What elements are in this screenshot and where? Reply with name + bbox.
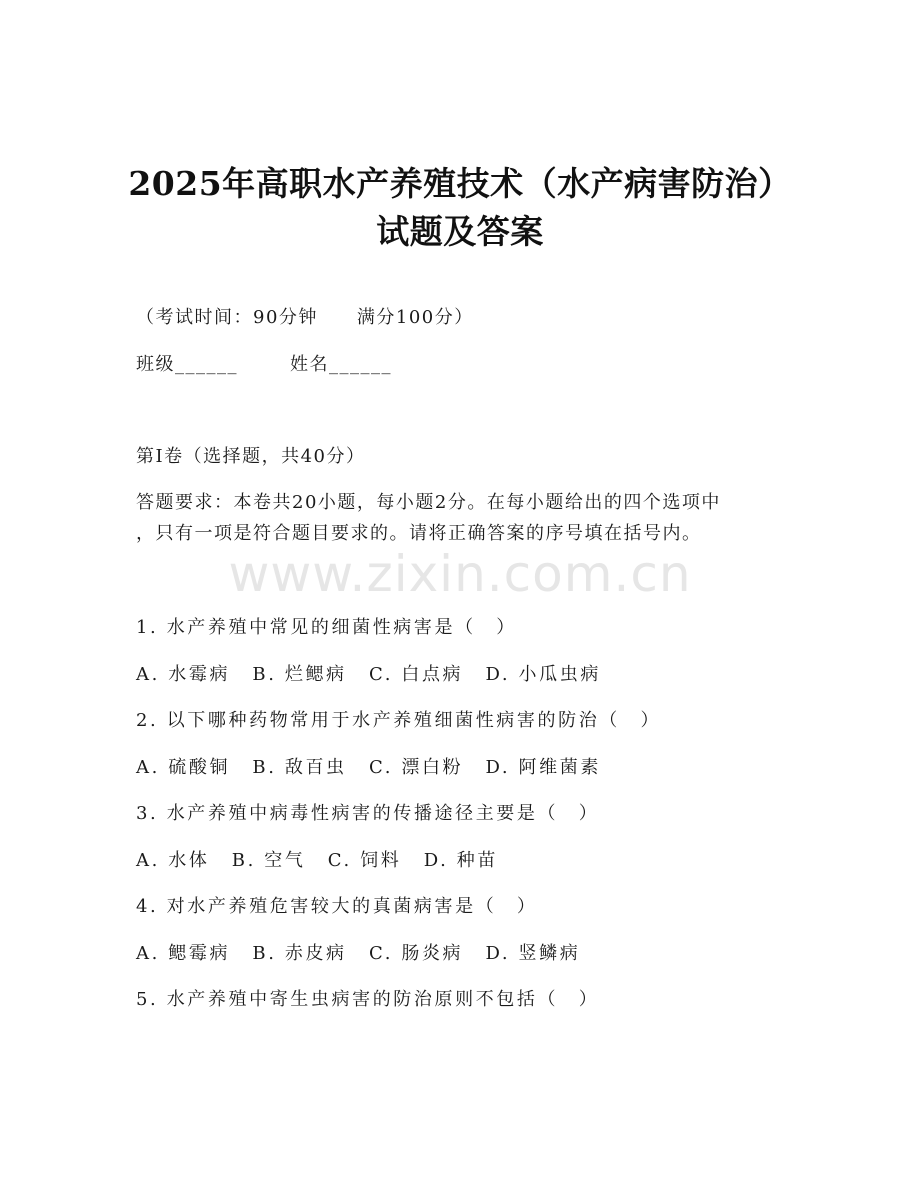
section-title: 第Ⅰ卷（选择题，共40分） xyxy=(136,446,366,467)
option-b: B. 敌百虫 xyxy=(252,757,347,778)
class-field-label: 班级______ xyxy=(136,354,238,375)
option-d: D. 竖鳞病 xyxy=(485,943,581,964)
option-a: A. 水霉病 xyxy=(136,664,231,685)
option-d: D. 阿维菌素 xyxy=(485,757,601,778)
question-options xyxy=(136,939,594,965)
option-c: C. 漂白粉 xyxy=(368,757,464,778)
option-a: A. 硫酸铜 xyxy=(136,757,231,778)
option-b: B. 空气 xyxy=(231,850,306,871)
requirement-line1: 答题要求：本卷共20小题，每小题2分。在每小题给出的四个选项中 xyxy=(136,492,721,513)
class-name-row xyxy=(136,350,392,376)
option-d: D. 小瓜虫病 xyxy=(485,664,601,685)
exam-info: （考试时间：90分钟 满分100分） xyxy=(136,307,474,328)
question-options xyxy=(136,846,512,872)
option-c: C. 肠炎病 xyxy=(368,943,464,964)
question-options xyxy=(136,660,615,686)
watermark: www.zixin.com.cn xyxy=(228,545,692,603)
option-c: C. 白点病 xyxy=(368,664,464,685)
question-stem: 5. 水产养殖中寄生虫病害的防治原则不包括（ ） xyxy=(136,989,600,1010)
question-stem: 4. 对水产养殖危害较大的真菌病害是（ ） xyxy=(136,896,538,917)
option-d: D. 种苗 xyxy=(423,850,498,871)
option-b: B. 赤皮病 xyxy=(252,943,347,964)
question-options xyxy=(136,753,615,779)
question-stem: 1. 水产养殖中常见的细菌性病害是（ ） xyxy=(136,617,517,638)
requirement-line2: ，只有一项是符合题目要求的。请将正确答案的序号填在括号内。 xyxy=(136,523,702,544)
question-stem: 3. 水产养殖中病毒性病害的传播途径主要是（ ） xyxy=(136,803,600,824)
option-a: A. 水体 xyxy=(136,850,210,871)
document-title-line2: 试题及答案 xyxy=(376,212,544,251)
question-stem: 2. 以下哪种药物常用于水产养殖细菌性病害的防治（ ） xyxy=(136,710,662,731)
document-title-line1: 2025年高职水产养殖技术（水产病害防治） xyxy=(128,164,792,203)
option-b: B. 烂鳃病 xyxy=(252,664,347,685)
option-c: C. 饲料 xyxy=(327,850,402,871)
name-field-label: 姓名______ xyxy=(290,354,392,375)
option-a: A. 鳃霉病 xyxy=(136,943,231,964)
